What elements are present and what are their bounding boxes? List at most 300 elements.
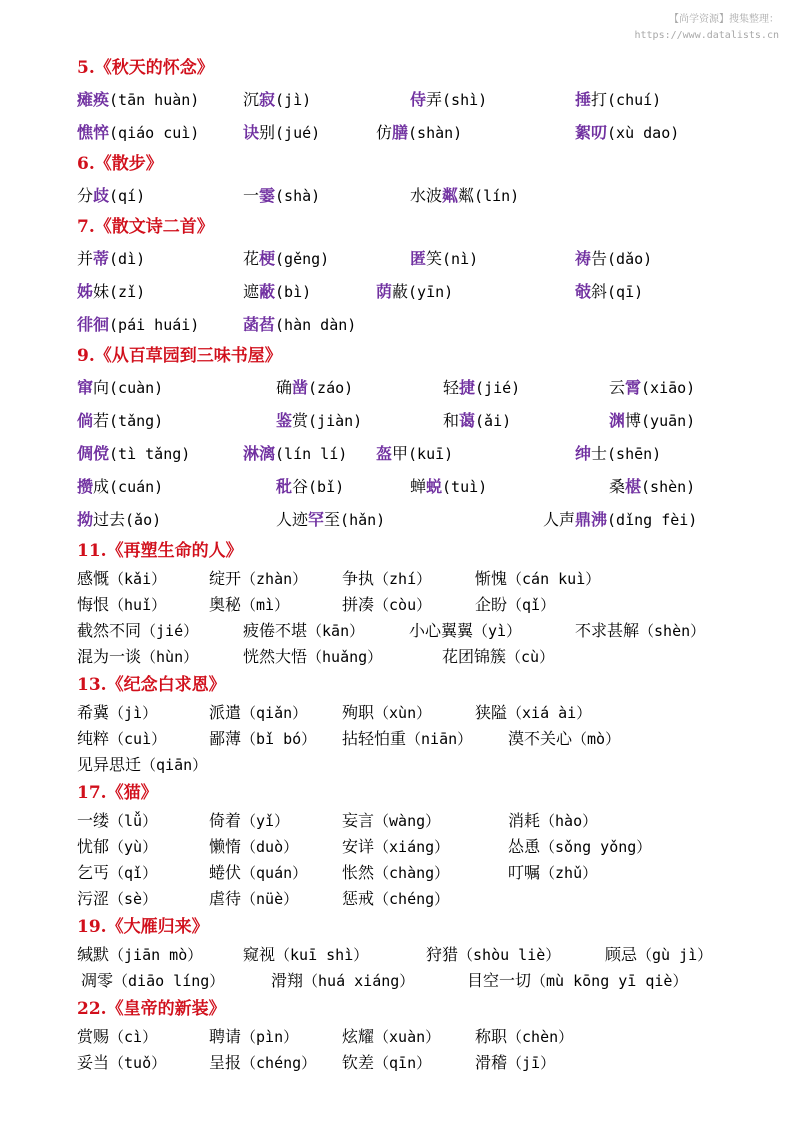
word-text: 分 [77,186,94,205]
word-row [77,726,782,752]
word-entry [342,592,431,618]
pinyin: （zhàn） [241,570,308,588]
pinyin: (jué) [275,124,321,142]
word-text: 赏赐 [77,1027,110,1046]
word-entry [342,566,431,592]
word-text: 聘请 [209,1027,242,1046]
word-entry [77,308,199,342]
watermark-line-2: https://www.datalists.cn [634,30,779,41]
pinyin: （sè） [109,890,158,908]
word-entry [475,592,555,618]
word-text: 争执 [342,569,375,588]
pinyin: （chàng） [374,864,450,882]
word-text: 不求甚解 [575,621,640,640]
word-text: 疲倦不堪 [243,621,308,640]
pinyin: (tuì) [442,478,488,496]
highlighted-character: 歧 [93,186,110,205]
section-title: 5.《秋天的怀念》 [77,58,214,78]
word-entry [342,834,449,860]
word-text: 赏 [292,411,309,430]
word-row [77,808,782,834]
word-text: 告 [591,249,608,268]
word-text: 遮 [243,282,260,301]
word-text: 弄 [426,90,443,109]
word-text: 感慨 [77,569,110,588]
word-row [77,437,782,470]
highlighted-character: 鼎沸 [575,510,608,529]
section [77,149,782,212]
word-entry [77,700,157,726]
pinyin: （wàng） [374,812,441,830]
pinyin: （shèn） [639,622,706,640]
word-entry [376,275,453,309]
word-row [77,860,782,886]
word-entry [77,404,163,438]
highlighted-character: 攒 [77,477,94,496]
word-text: 轻 [443,378,460,397]
word-text: 悔恨 [77,595,110,614]
pinyin: (cuàn) [109,379,164,397]
pinyin: （yù） [109,838,158,856]
word-entry [342,886,449,912]
word-entry [243,942,368,968]
word-text: 若 [93,411,110,430]
highlighted-character: 徘徊 [77,315,110,334]
pinyin: (qiáo cuì) [109,124,200,142]
pinyin: (jié) [475,379,521,397]
highlighted-character: 攲 [575,282,592,301]
word-text: 污涩 [77,889,110,908]
word-entry [77,834,157,860]
word-text: 蜷伏 [209,863,242,882]
word-entry [77,1050,166,1076]
word-text: 和 [443,411,460,430]
word-text: 笑 [426,249,443,268]
word-entry [81,968,224,994]
word-text: 一缕 [77,811,110,830]
word-text: 妥当 [77,1053,110,1072]
word-text: 狭隘 [475,703,508,722]
pinyin: (shì) [442,91,488,109]
word-row [77,371,782,404]
pinyin: (hàn dàn) [275,316,357,334]
word-row [77,834,782,860]
word-row [77,886,782,912]
word-entry [443,371,520,405]
vocabulary-list [77,53,782,1076]
word-text: 滑翔 [271,971,304,990]
word-entry [77,503,161,537]
word-entry [467,968,687,994]
highlighted-character: 罕 [308,510,325,529]
word-entry [609,470,695,504]
word-text: 炫耀 [342,1027,375,1046]
word-entry [77,860,157,886]
watermark-line-1: 【尚学资源】搜集整理： [669,14,779,25]
word-text: 小心翼翼 [409,621,474,640]
word-entry [508,834,651,860]
word-text: 向 [93,378,110,397]
word-text: 目空一切 [467,971,532,990]
word-entry [77,1024,157,1050]
word-entry [243,618,364,644]
highlighted-character: 倘 [77,411,94,430]
pinyin: （kān） [307,622,365,640]
word-text: 怅然 [342,863,375,882]
pinyin: （cì） [109,1028,158,1046]
pinyin: (qí) [109,187,146,205]
word-row [77,116,782,149]
word-entry [575,618,705,644]
pinyin: (bǐ) [308,478,345,496]
word-entry [276,503,385,537]
pinyin: （cù） [506,648,555,666]
word-entry [342,1024,440,1050]
word-entry [508,808,597,834]
highlighted-character: 姊 [77,282,94,301]
pinyin: （jì） [109,704,158,722]
word-entry [376,116,462,150]
pinyin: （hùn） [141,648,199,666]
word-text: 缄默 [77,945,110,964]
word-text: 至 [324,510,341,529]
word-entry [77,808,157,834]
word-entry [77,886,157,912]
pinyin: （kǎi） [109,570,167,588]
highlighted-character: 盔 [376,444,393,463]
word-entry [575,83,661,117]
section [77,994,782,1076]
word-text: 恍然大悟 [243,647,308,666]
pinyin: (shèn) [641,478,696,496]
highlighted-character: 憔悴 [77,123,110,142]
word-entry [77,275,145,309]
word-text: 仿 [376,123,393,142]
pinyin: （qiǎn） [241,704,308,722]
pinyin: (chuí) [607,91,662,109]
word-text: 甲 [392,444,409,463]
word-text: 蝉 [410,477,427,496]
highlighted-character: 侍 [410,90,427,109]
word-row [77,275,782,308]
section [77,536,782,670]
pinyin: （xiáng） [374,838,450,856]
pinyin: （qǐ） [109,864,158,882]
word-entry [276,470,344,504]
highlighted-character: 拗 [77,510,94,529]
pinyin: （hào） [540,812,598,830]
highlighted-character: 荫 [376,282,393,301]
pinyin: （niān） [406,730,473,748]
word-text: 士 [591,444,608,463]
section [77,670,782,778]
word-text: 混为一谈 [77,647,142,666]
pinyin: （pìn） [241,1028,299,1046]
word-entry [77,644,198,670]
highlighted-character: 瘫痪 [77,90,110,109]
word-entry [475,566,600,592]
highlighted-character: 寂 [259,90,276,109]
section [77,778,782,912]
pinyin: （tuǒ） [109,1054,167,1072]
pinyin: （sǒng yǒng） [540,838,652,856]
word-text: 谷 [292,477,309,496]
pinyin: (shàn) [408,124,463,142]
pinyin: （qiān） [141,756,208,774]
pinyin: (jiàn) [308,412,363,430]
pinyin: （xùn） [374,704,432,722]
word-entry [77,83,199,117]
word-entry [475,1024,573,1050]
word-text: 拈轻怕重 [342,729,407,748]
highlighted-character: 蔽 [259,282,276,301]
highlighted-character: 絮叨 [575,123,608,142]
word-entry [209,566,307,592]
highlighted-character: 椹 [625,477,642,496]
word-text: 云 [609,378,626,397]
word-text: 顾忌 [605,945,638,964]
word-text: 桑 [609,477,626,496]
word-entry [508,726,620,752]
pinyin: （xiá ài） [507,704,592,722]
word-entry [209,834,298,860]
word-text: 蔽 [392,282,409,301]
word-entry [77,116,199,150]
pinyin: （cán kuì） [507,570,601,588]
pinyin: （cuì） [109,730,167,748]
word-text: 漠不关心 [508,729,573,748]
highlighted-character: 霎 [259,186,276,205]
word-entry [77,470,163,504]
highlighted-character: 匿 [410,249,427,268]
word-text: 叮嘱 [508,863,541,882]
word-text: 惩戒 [342,889,375,908]
pinyin: (nì) [442,250,479,268]
word-entry [243,275,311,309]
word-text: 狩猎 [426,945,459,964]
pinyin: (kuī) [408,445,454,463]
word-row [77,592,782,618]
word-text: 钦差 [342,1053,375,1072]
section-title: 9.《从百草园到三味书屋》 [77,346,282,366]
pinyin: （mù kōng yī qiè） [531,972,688,990]
word-entry [77,179,145,213]
word-row [77,644,782,670]
word-entry [410,470,487,504]
word-entry [209,860,307,886]
word-text: 纯粹 [77,729,110,748]
pinyin: （diāo líng） [113,972,225,990]
word-text: 过去 [93,510,126,529]
word-text: 奥秘 [209,595,242,614]
word-text: 惭愧 [475,569,508,588]
word-row [77,1050,782,1076]
pinyin: （gù jì） [637,946,713,964]
pinyin: （yì） [473,622,522,640]
word-entry [475,1050,555,1076]
word-text: 凋零 [81,971,114,990]
word-entry [575,242,652,276]
pinyin: （mò） [572,730,621,748]
word-entry [209,726,316,752]
highlighted-character: 膳 [392,123,409,142]
word-text: 派遣 [209,703,242,722]
word-entry [575,275,643,309]
highlighted-character: 鉴 [276,411,293,430]
pinyin: （jiān mò） [109,946,203,964]
pinyin: （kuī shì） [275,946,369,964]
word-entry [243,437,347,471]
word-text: 斜 [591,282,608,301]
word-text: 忧郁 [77,837,110,856]
pinyin: (záo) [308,379,354,397]
pinyin: （lǚ） [109,812,158,830]
pinyin: (dì) [109,250,146,268]
word-entry [77,618,198,644]
section-title: 13.《纪念白求恩》 [77,675,226,695]
word-row [77,179,782,212]
word-entry [271,968,414,994]
word-entry [605,942,712,968]
pinyin: (yīn) [408,283,454,301]
section [77,341,782,536]
word-text: 乞丐 [77,863,110,882]
pinyin: (lín lí) [275,445,348,463]
word-text: 别 [259,123,276,142]
word-entry [209,1050,316,1076]
pinyin: (tì tǎng) [109,445,191,463]
word-entry [442,644,554,670]
highlighted-character: 淋漓 [243,444,276,463]
pinyin: (hǎn) [340,511,386,529]
word-entry [243,179,320,213]
word-text: 沉 [243,90,260,109]
word-entry [77,437,190,471]
word-text: 确 [276,378,293,397]
word-entry [410,83,487,117]
pinyin: （jié） [141,622,199,640]
word-text: 并 [77,249,94,268]
word-row [77,968,782,994]
word-entry [410,242,478,276]
pinyin: (dǎo) [607,250,653,268]
highlighted-character: 秕 [276,477,293,496]
word-text: 人声 [543,510,576,529]
section-title: 7.《散文诗二首》 [77,217,214,237]
word-entry [77,592,166,618]
highlighted-character: 诀 [243,123,260,142]
word-row [77,752,782,778]
highlighted-character: 梗 [259,249,276,268]
word-entry [209,700,307,726]
word-entry [243,308,356,342]
word-entry [342,860,449,886]
word-text: 妹 [93,282,110,301]
word-row [77,942,782,968]
section-title: 17.《猫》 [77,783,158,803]
highlighted-character: 蔼 [459,411,476,430]
word-text: 呈报 [209,1053,242,1072]
word-entry [243,242,329,276]
pinyin: (shà) [275,187,321,205]
highlighted-character: 蜕 [426,477,443,496]
word-entry [77,942,202,968]
highlighted-character: 凿 [292,378,309,397]
word-row [77,83,782,116]
word-text: 花 [243,249,260,268]
highlighted-character: 蒂 [93,249,110,268]
word-entry [209,808,289,834]
highlighted-character: 捶 [575,90,592,109]
pinyin: （còu） [374,596,432,614]
pinyin: (qī) [607,283,644,301]
pinyin: （mì） [241,596,290,614]
highlighted-character: 霄 [625,378,642,397]
word-text: 截然不同 [77,621,142,640]
word-text: 打 [591,90,608,109]
word-row [77,618,782,644]
word-text: 成 [93,477,110,496]
word-row [77,566,782,592]
section-title: 22.《皇帝的新装》 [77,999,226,1019]
highlighted-character: 捷 [459,378,476,397]
word-text: 一 [243,186,260,205]
word-row [77,1024,782,1050]
word-entry [508,860,597,886]
pinyin: (zǐ) [109,283,146,301]
word-text: 花团锦簇 [442,647,507,666]
pinyin: （zhǔ） [540,864,598,882]
word-text: 怂恿 [508,837,541,856]
pinyin: （nüè） [241,890,299,908]
highlighted-character: 窜 [77,378,94,397]
word-row [77,308,782,341]
word-text: 懒惰 [209,837,242,856]
section [77,53,782,149]
pinyin: （yǐ） [241,812,290,830]
word-row [77,503,782,536]
section-title: 11.《再塑生命的人》 [77,541,243,561]
word-text: 绽开 [209,569,242,588]
word-entry [609,371,695,405]
watermark [635,12,780,44]
pinyin: (yuān) [641,412,696,430]
word-entry [426,942,560,968]
pinyin: （bǐ bó） [241,730,317,748]
pinyin: (jì) [275,91,312,109]
highlighted-character: 渊 [609,411,626,430]
section [77,912,782,994]
highlighted-character: 绅 [575,444,592,463]
word-text: 殉职 [342,703,375,722]
pinyin: （huǎng） [307,648,383,666]
pinyin: （huǐ） [109,596,167,614]
word-entry [243,116,320,150]
word-text: 称职 [475,1027,508,1046]
word-text: 企盼 [475,595,508,614]
word-entry [575,116,679,150]
word-entry [209,592,289,618]
word-text: 妄言 [342,811,375,830]
word-text: 拼凑 [342,595,375,614]
word-entry [342,700,431,726]
pinyin: （qǐ） [507,596,556,614]
word-entry [77,726,166,752]
pinyin: （qīn） [374,1054,432,1072]
pinyin: （zhí） [374,570,432,588]
pinyin: (xiāo) [641,379,696,397]
word-text: 虐待 [209,889,242,908]
